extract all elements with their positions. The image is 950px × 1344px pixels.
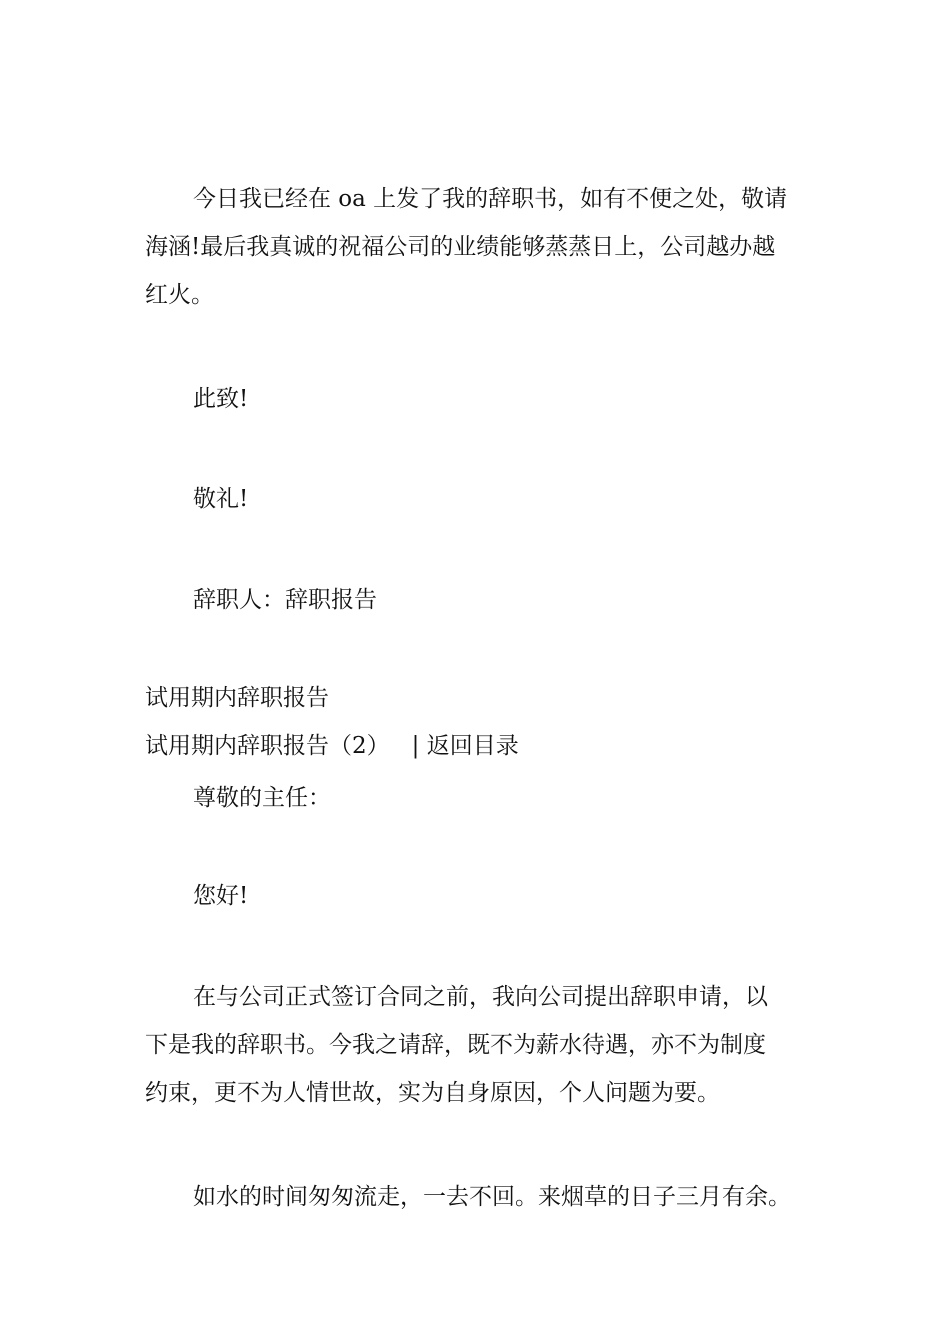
- paragraph-resignation-notice: [145, 175, 815, 319]
- paragraph-line: 如水的时间匆匆流走，一去不回。来烟草的日子三月有余。: [193, 1184, 791, 1210]
- paragraph-line: 约束，更不为人情世故，实为自身原因，个人问题为要。: [145, 1080, 720, 1106]
- heading-separator: |: [411, 733, 420, 759]
- salutation: 尊敬的主任：: [193, 785, 331, 811]
- section-title: 试用期内辞职报告: [145, 685, 329, 711]
- signature-line: 辞职人：辞职报告: [193, 587, 377, 613]
- paragraph-line: 今日我已经在 oa 上发了我的辞职书，如有不便之处，敬请: [193, 186, 788, 212]
- back-to-contents-link[interactable]: 返回目录: [426, 733, 519, 759]
- paragraph-line: 下是我的辞职书。今我之请辞，既不为薪水待遇，亦不为制度: [145, 1032, 766, 1058]
- paragraph-line: 在与公司正式签订合同之前，我向公司提出辞职申请，以: [193, 984, 768, 1010]
- section-2-title: 试用期内辞职报告（2）: [145, 733, 390, 759]
- paragraph-time-passing: [145, 1173, 815, 1221]
- closing-regards: 此致!: [193, 386, 249, 412]
- paragraph-line: 红火。: [145, 282, 214, 308]
- paragraph-line: 海涵!最后我真诚的祝福公司的业绩能够蒸蒸日上，公司越办越: [145, 234, 776, 260]
- section-2-heading: [145, 722, 815, 770]
- greeting: 您好!: [193, 883, 249, 909]
- paragraph-resignation-reason: [145, 973, 815, 1117]
- closing-salute: 敬礼!: [193, 486, 249, 512]
